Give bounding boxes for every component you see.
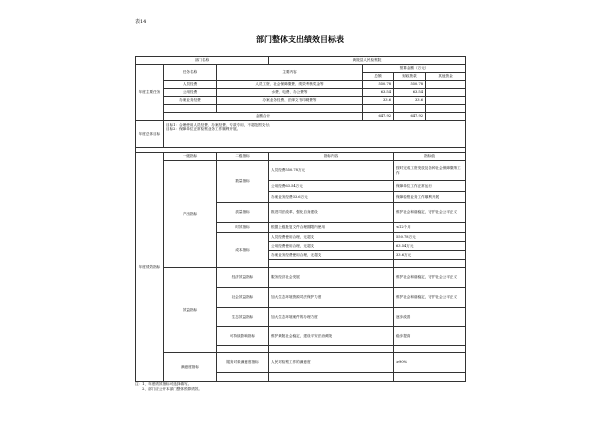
indicators-header-row <box>136 153 466 161</box>
table-row <box>136 353 466 373</box>
economic-indicator-label: 经济效益指标 <box>217 268 269 288</box>
sum-other <box>426 113 466 121</box>
social-indicator-label: 社会效益指标 <box>217 288 269 308</box>
table-row <box>136 161 466 181</box>
indicator-value: 保障单位工作正常运行 <box>394 181 466 192</box>
indicator-content: 加大生态环境资源司法保护力度 <box>269 288 394 308</box>
indicator-content <box>269 373 394 382</box>
indicator-value: 维护社会和谐稳定，守护社会公平正义 <box>394 203 466 223</box>
fiscal-header: 财政拨款 <box>394 73 426 81</box>
timeliness-indicator-label: 时效指标 <box>217 223 269 233</box>
annual-tasks-section-label: 年度主要任务 <box>136 65 164 121</box>
indicator-value <box>394 260 466 268</box>
other-funds-header: 其他资金 <box>426 73 466 81</box>
goal-line: 目标1：合理使用人员经费、办案经费、专款专用，不超范围支付； <box>166 123 273 127</box>
indicator-content-header: 指标内容 <box>269 153 394 161</box>
task-content <box>217 105 363 113</box>
annual-goals-content <box>164 121 466 148</box>
level1-header: 一级指标 <box>164 153 217 161</box>
dept-row <box>136 57 466 65</box>
task-fiscal: 550.78 <box>394 81 426 89</box>
budget-header: 预算金额（万元） <box>363 65 466 73</box>
goal-line: 目标2：保障单位正常检察业务工作顺利开展。 <box>166 127 241 132</box>
task-content: 水费、电费、办公费等 <box>217 89 363 97</box>
task-name: 办案业务经费 <box>164 97 217 105</box>
table-number-label: 表14 <box>135 19 147 25</box>
task-name: 公用经费 <box>164 89 217 97</box>
indicators-section-label: 年度绩效指标 <box>136 153 164 382</box>
indicator-content <box>269 260 394 268</box>
table-row <box>136 89 466 97</box>
table-row <box>136 81 466 89</box>
task-total <box>363 105 394 113</box>
total-header: 总额 <box>363 73 394 81</box>
footnotes <box>135 382 202 393</box>
indicator-content: 服务经济社会发展 <box>269 268 394 288</box>
sum-label: 金额合计 <box>164 113 363 121</box>
dept-label: 部门名称 <box>136 57 269 65</box>
indicator-content: 公用经费63.54万元 <box>269 181 394 192</box>
table-row <box>136 105 466 113</box>
task-name: 人员经费 <box>164 81 217 89</box>
task-total: 550.78 <box>363 81 394 89</box>
indicator-value: 63.54万元 <box>394 242 466 251</box>
task-fiscal: 63.54 <box>394 89 426 97</box>
indicator-value: 维护社会和谐稳定，守护社会公平正义 <box>394 288 466 308</box>
task-total: 33.6 <box>363 97 394 105</box>
page-title: 部门整体支出绩效目标表 <box>256 35 344 44</box>
output-indicator-label: 产出指标 <box>164 161 217 268</box>
level2-header: 二级指标 <box>217 153 269 161</box>
indicator-content: 办案业务经费33.6万元 <box>269 192 394 203</box>
service-indicator-label: 服务对象满意度指标 <box>217 353 269 373</box>
dept-value: 黄陵县人民检察院 <box>269 57 466 65</box>
task-content: 人员工资、社会保障缴费、绩效考核奖金等 <box>217 81 363 89</box>
quantity-indicator-label: 数量指标 <box>217 161 269 203</box>
annual-goals-row <box>136 121 466 148</box>
indicator-content: 公用经费使用合理，无超支 <box>269 242 394 251</box>
sustainable-indicator-label: 可持续影响指标 <box>217 327 269 346</box>
main-content-header: 主要内容 <box>217 65 363 81</box>
indicator-content: 人员经费使用合理，无超支 <box>269 233 394 242</box>
indicator-value-header: 指标值 <box>394 153 466 161</box>
task-fiscal: 33.6 <box>394 97 426 105</box>
indicator-value: 逐步改善 <box>394 308 466 327</box>
indicator-value: 维护社会和谐稳定，守护社会公平正义 <box>394 268 466 288</box>
table-row <box>136 97 466 105</box>
task-fiscal <box>394 105 426 113</box>
task-other <box>426 89 466 97</box>
indicator-value: ≤12个月 <box>394 223 466 233</box>
benefit-indicator-label: 效益指标 <box>164 268 217 353</box>
indicator-value: 稳步提高 <box>394 327 466 346</box>
indicator-value: ≥90% <box>394 353 466 373</box>
indicator-content: 加大生态环境案件的办理力度 <box>269 308 394 327</box>
indicator-value: 按时完成工资发放及各种社会保障缴纳工作 <box>394 161 466 181</box>
tasks-header-row <box>136 65 466 73</box>
sum-total: 647.92 <box>363 113 394 121</box>
task-content: 办案业务经费、法律文书印刷费等 <box>217 97 363 105</box>
satisfaction-indicator-label: 满意度指标 <box>164 353 217 382</box>
indicator-content: 人员经费550.78万元 <box>269 161 394 181</box>
indicator-value <box>394 346 466 353</box>
sum-row <box>136 113 466 121</box>
task-other <box>426 105 466 113</box>
blank-indicator-label <box>217 373 269 382</box>
indicator-content <box>269 346 394 353</box>
table-row <box>136 268 466 288</box>
performance-goals-table <box>135 56 466 382</box>
task-name-header: 任务名称 <box>164 65 217 81</box>
footnote-line: 注：1、年度绩效指标可选择填写。 <box>135 382 192 386</box>
indicator-content: 办案业务经费使用合理，无超支 <box>269 251 394 260</box>
task-total: 63.54 <box>363 89 394 97</box>
indicator-content: 推进司法改革，强化自身建设 <box>269 203 394 223</box>
indicator-content: 人民对检察工作的满意度 <box>269 353 394 373</box>
cost-indicator-label: 成本指标 <box>217 233 269 268</box>
task-other <box>426 81 466 89</box>
task-name <box>164 105 217 113</box>
task-other <box>426 97 466 105</box>
indicator-value: 33.6万元 <box>394 251 466 260</box>
footnote-line: 2、部门应公开本部门整体预算绩效。 <box>135 387 202 392</box>
sum-fiscal: 647.92 <box>394 113 426 121</box>
indicator-content: 根据上级批复文件合理期限内使用 <box>269 223 394 233</box>
quality-indicator-label: 质量指标 <box>217 203 269 223</box>
ecological-indicator-label: 生态效益指标 <box>217 308 269 327</box>
indicator-value: 550.78万元 <box>394 233 466 242</box>
indicator-content: 维护黄陵社会稳定，建设平安法治黄陵 <box>269 327 394 346</box>
indicator-value <box>394 373 466 382</box>
indicator-value: 保障检察业务工作顺利开展 <box>394 192 466 203</box>
blank-indicator-label <box>217 346 269 353</box>
annual-goals-section-label: 年度总体目标 <box>136 121 164 148</box>
